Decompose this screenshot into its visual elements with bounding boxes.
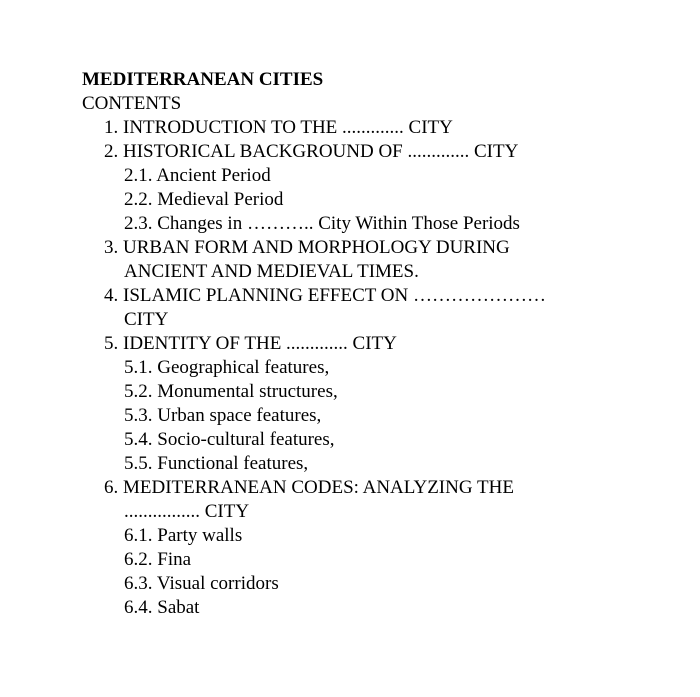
toc-entry-3: 3. URBAN FORM AND MORPHOLOGY DURING [104, 237, 510, 258]
toc-entry-3-continued: ANCIENT AND MEDIEVAL TIMES. [124, 261, 419, 282]
toc-entry-5-5: 5.5. Functional features, [124, 453, 309, 474]
toc-entry-6-3: 6.3. Visual corridors [124, 573, 279, 594]
toc-entry-2-3: 2.3. Changes in ……….. City Within Those Periods [124, 213, 520, 234]
toc-entry-5-1: 5.1. Geographical features, [124, 357, 330, 378]
toc-entry-6-4: 6.4. Sabat [124, 597, 200, 618]
toc-entry-4: 4. ISLAMIC PLANNING EFFECT ON ………………… [104, 285, 546, 306]
toc-entry-1: 1. INTRODUCTION TO THE ............. CITY [104, 117, 453, 138]
toc-entry-2-2: 2.2. Medieval Period [124, 189, 284, 210]
toc-entry-5-4: 5.4. Socio-cultural features, [124, 429, 335, 450]
toc-entry-4-continued: CITY [124, 309, 169, 330]
contents-heading: CONTENTS [82, 93, 182, 114]
toc-entry-6-continued: ................ CITY [124, 501, 250, 522]
toc-entry-5: 5. IDENTITY OF THE ............. CITY [104, 333, 397, 354]
toc-entry-5-2: 5.2. Monumental structures, [124, 381, 338, 402]
toc-entry-2-1: 2.1. Ancient Period [124, 165, 271, 186]
toc-entry-6: 6. MEDITERRANEAN CODES: ANALYZING THE [104, 477, 514, 498]
toc-entry-6-1: 6.1. Party walls [124, 525, 243, 546]
document-title: MEDITERRANEAN CITIES [82, 69, 324, 90]
toc-entry-6-2: 6.2. Fina [124, 549, 192, 570]
toc-entry-5-3: 5.3. Urban space features, [124, 405, 322, 426]
toc-entry-2: 2. HISTORICAL BACKGROUND OF ............. CITY [104, 141, 519, 162]
